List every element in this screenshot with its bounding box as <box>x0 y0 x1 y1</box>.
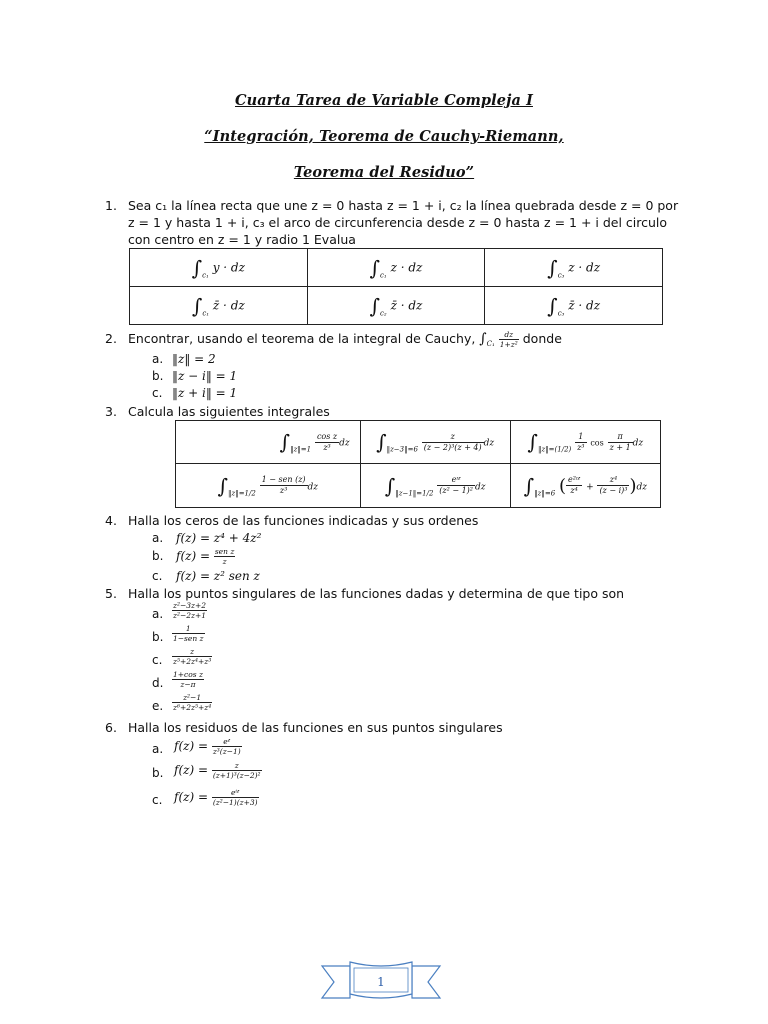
problem-6-item-label: c. <box>152 793 163 807</box>
problem-6-item: f(z) = $\frac{\text{eᶻ}}{\text{z³(z−1)}}$ <box>174 737 241 756</box>
integrals-table-1 <box>129 248 663 325</box>
problem-3-text: Calcula las siguientes integrales <box>128 404 330 419</box>
problem-1-line-2: z = 1 y hasta 1 + i, c₃ el arco de circunferencia desde z = 0 hasta z = 1 + i del circulo <box>128 215 668 230</box>
table2-cell: $\int_{‖z‖=(1/2)}$ $\frac{1}{\text{z³}}$ cos $\frac{\pi}{z + 1}$ dz <box>510 421 660 464</box>
table2-cell: $\int_{‖z‖=1}$ $\frac{\text{cos z}}{\text{z³}}$ dz <box>176 421 361 464</box>
problem-2-item-label: c. <box>152 386 163 400</box>
table1-cell: $\int_{c_2}$ z̄ · dz <box>307 287 485 325</box>
table1-cell: $\int_{c_3}$ z̄ · dz <box>485 287 663 325</box>
problem-5-item-label: b. <box>152 630 164 644</box>
page-number-ribbon-icon <box>320 958 442 1008</box>
table2-cell: $\int_{‖z‖=6}$ ( $\frac{\text{e²ᶦᶻ}}{\text{z⁴}}$ + $\frac{\text{z⁴}}{\text{(z − i)³}}$ )dz <box>510 464 660 508</box>
problem-1-line-3: con centro en z = 1 y radio 1 Evalua <box>128 232 356 247</box>
problem-5-item: 1 1−sen z <box>173 624 204 643</box>
problem-4-item-label: a. <box>152 531 164 545</box>
integrals-table-2 <box>175 420 661 508</box>
problem-4-item-label: c. <box>152 569 163 583</box>
problem-5-number: 5. <box>105 586 117 601</box>
problem-2-text: Encontrar, usando el teorema de la integral de Cauchy, $\int_{C_1}$ $\frac{dz}{\text{1+z²}}$ donde <box>128 330 562 349</box>
problem-3-number: 3. <box>105 404 117 419</box>
problem-6-item-label: b. <box>152 766 164 780</box>
problem-1-number: 1. <box>105 198 117 213</box>
problem-4-item: f(z) = z⁴ + 4z² <box>176 531 262 545</box>
table2-cell: $\int_{‖z‖=1/2}$ $\frac{\text{1 − sen (z)}}{\text{z³}}$ dz <box>176 464 361 508</box>
problem-5-item: $\frac{\text{z²−1}}{\text{z⁶+2z⁵+z⁴}}$ <box>173 693 212 712</box>
problem-5-item-label: c. <box>152 653 163 667</box>
problem-2-item: ‖z‖ = 2 <box>172 352 216 366</box>
problem-5-item: $\frac{\text{z²−3z+2}}{\text{z²−2z+1}}$ <box>173 601 207 620</box>
problem-6-text: Halla los residuos de las funciones en sus puntos singulares <box>128 720 503 735</box>
problem-5-item-label: e. <box>152 699 164 713</box>
problem-5-item-label: d. <box>152 676 164 690</box>
problem-4-item-label: b. <box>152 549 164 563</box>
title-line-1: Cuarta Tarea de Variable Compleja I <box>235 92 533 109</box>
table1-cell: $\int_{c_3}$ z · dz <box>485 249 663 287</box>
table1-cell: $\int_{c_1}$ z · dz <box>307 249 485 287</box>
problem-6-item: f(z) = eⁱᶻ (z²−1)(z+3) <box>174 788 258 807</box>
problem-5-item: $\frac{\text{1+cos z}}{z-\pi}$ <box>173 670 203 689</box>
problem-2-number: 2. <box>105 331 117 346</box>
problem-6-item-label: a. <box>152 742 164 756</box>
table1-cell: $\int_{c_1}$ y · dz <box>130 249 308 287</box>
problem-5-item: $\frac{z}{\text{z⁵+2z⁴+z³}}$ <box>173 647 212 666</box>
problem-5-text: Halla los puntos singulares de las funciones dadas y determina de que tipo son <box>128 586 625 601</box>
problem-2-item-label: b. <box>152 369 164 383</box>
problem-5-item-label: a. <box>152 607 164 621</box>
problem-2-item: ‖z + i‖ = 1 <box>172 386 238 400</box>
problem-1-line-1: Sea c₁ la línea recta que une z = 0 hasta z = 1 + i, c₂ la línea quebrada desde z = 0 por <box>128 198 679 213</box>
problem-4-number: 4. <box>105 513 117 528</box>
problem-6-item: f(z) = $\frac{z}{\text{(z+1)³(z−2)²}}$ <box>174 761 261 780</box>
problem-2-item-label: a. <box>152 352 164 366</box>
table1-cell: $\int_{c_1}$ z̄ · dz <box>130 287 308 325</box>
title-line-3: Teorema del Residuo” <box>293 164 475 181</box>
table2-cell: $\int_{‖z-3‖=6}$ $\frac{z}{\text{(z − 2)³(z + 4)}}$ dz <box>360 421 510 464</box>
problem-4-item: f(z) = sen z z <box>176 547 235 566</box>
problem-6-number: 6. <box>105 720 117 735</box>
page-number: 1 <box>377 975 385 989</box>
problem-4-text: Halla los ceros de las funciones indicadas y sus ordenes <box>128 513 479 528</box>
problem-2-item: ‖z − i‖ = 1 <box>172 369 238 383</box>
problem-4-item: f(z) = z² sen z <box>176 569 260 583</box>
table2-cell: $\int_{‖z-1‖=1/2}$ $\frac{\text{eᶦᶻ}}{\text{(z² − 1)²}}$ dz <box>360 464 510 508</box>
title-line-2: “Integración, Teorema de Cauchy-Riemann, <box>204 128 564 145</box>
